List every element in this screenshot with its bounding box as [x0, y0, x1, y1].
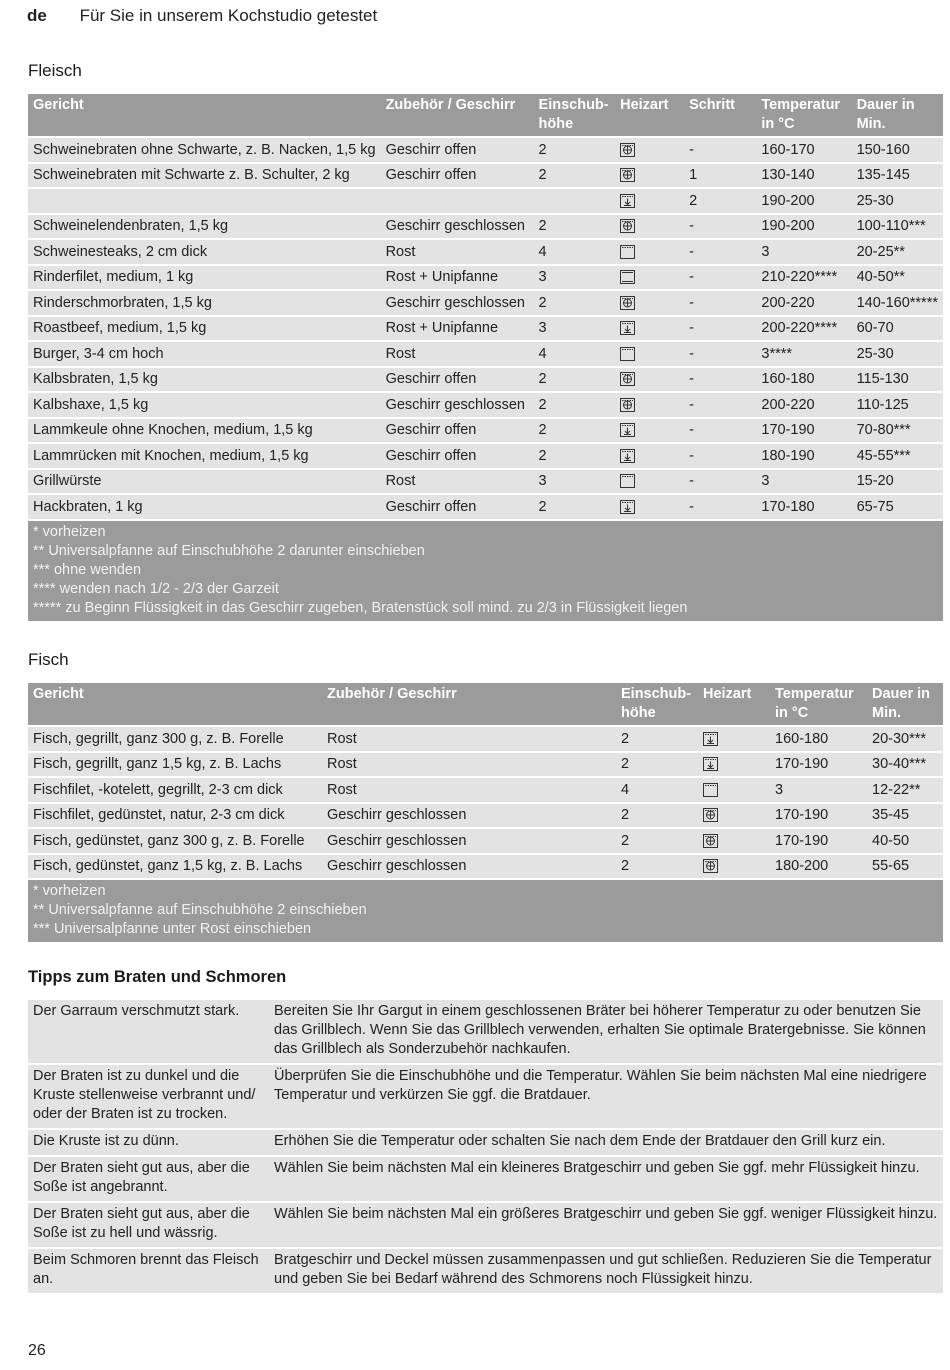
- dish-cell: Kalbshaxe, 1,5 kg: [28, 393, 381, 419]
- duration-cell: 60-70: [852, 317, 943, 343]
- footnotes: [28, 521, 943, 621]
- column-header: Heizart: [698, 683, 770, 727]
- solution-cell: Wählen Sie beim nächsten Mal ein größeres Bratgeschirr und geben Sie ggf. weniger Flüssigkeit hinzu.: [269, 1203, 943, 1249]
- tip-row: [28, 1065, 943, 1130]
- dish-cell: Fisch, gegrillt, ganz 300 g, z. B. Forelle: [28, 727, 322, 753]
- level-cell: 4: [534, 240, 616, 266]
- footnote: ***** zu Beginn Flüssigkeit in das Geschirr zugeben, Bratenstück soll mind. zu 2/3 in Flüssigkeit liegen: [33, 599, 688, 616]
- level-cell: 3: [534, 266, 616, 292]
- heat-type-cell: [615, 342, 684, 368]
- temperature-cell: 170-180: [756, 495, 851, 521]
- heat-type-cell: [615, 291, 684, 317]
- accessory-cell: Geschirr geschlossen: [322, 855, 616, 881]
- column-header: Temperatur in °C: [756, 94, 851, 138]
- step-cell: 2: [684, 189, 756, 215]
- column-header: Dauer in Min.: [867, 683, 943, 727]
- duration-cell: 110-125: [852, 393, 943, 419]
- footnote: ** Universalpfanne auf Einschubhöhe 2 einschieben: [33, 902, 367, 918]
- column-header: Gericht: [28, 683, 322, 727]
- table-row: [28, 291, 943, 317]
- fan-grill-icon: [703, 859, 718, 873]
- tip-row: [28, 1000, 943, 1065]
- table-row: [28, 266, 943, 292]
- table-row: [28, 393, 943, 419]
- problem-cell: Der Braten ist zu dunkel und die Kruste stellenweise verbrannt und/ oder der Braten ist zu trocken.: [28, 1065, 269, 1130]
- footnote: **** wenden nach 1/2 - 2/3 der Garzeit: [33, 580, 279, 597]
- step-cell: -: [684, 138, 756, 164]
- column-header: Heizart: [615, 94, 684, 138]
- tips-heading: Tipps zum Braten und Schmoren: [28, 968, 287, 986]
- step-cell: -: [684, 342, 756, 368]
- level-cell: 2: [534, 291, 616, 317]
- accessory-cell: Geschirr geschlossen: [381, 393, 534, 419]
- step-cell: -: [684, 393, 756, 419]
- temperature-cell: 190-200: [756, 189, 851, 215]
- dish-cell: Grillwürste: [28, 470, 381, 496]
- accessory-cell: Geschirr offen: [381, 495, 534, 521]
- tip-row: [28, 1130, 943, 1157]
- temperature-cell: 130-140: [756, 164, 851, 190]
- temperature-cell: 3****: [756, 342, 851, 368]
- fan-grill-icon: [620, 296, 635, 310]
- dish-cell: Kalbsbraten, 1,5 kg: [28, 368, 381, 394]
- solution-cell: Bratgeschirr und Deckel müssen zusammenpassen und gut schließen. Reduzieren Sie die Temperatur und geben Sie bei Bedarf während des Schmorens noch Flüssigkeit hinzu.: [269, 1249, 943, 1295]
- solution-cell: Erhöhen Sie die Temperatur oder schalten Sie nach dem Ende der Bratdauer den Grill kurz ein.: [269, 1130, 943, 1157]
- dish-cell: Schweinelendenbraten, 1,5 kg: [28, 215, 381, 241]
- level-cell: 2: [616, 804, 698, 830]
- heat-type-cell: [698, 829, 770, 855]
- heat-type-cell: [615, 495, 684, 521]
- temperature-cell: 160-180: [756, 368, 851, 394]
- table-row: [28, 138, 943, 164]
- table-row: [28, 495, 943, 521]
- heat-type-cell: [615, 470, 684, 496]
- problem-cell: Der Garraum verschmutzt stark.: [28, 1000, 269, 1065]
- accessory-cell: Rost: [381, 240, 534, 266]
- fish-heading: Fisch: [28, 650, 69, 669]
- duration-cell: 65-75: [852, 495, 943, 521]
- accessory-cell: Geschirr offen: [381, 444, 534, 470]
- heat-type-cell: [615, 444, 684, 470]
- duration-cell: 35-45: [867, 804, 943, 830]
- accessory-cell: Rost: [322, 727, 616, 753]
- tip-row: [28, 1203, 943, 1249]
- duration-cell: 55-65: [867, 855, 943, 881]
- accessory-cell: Rost + Unipfanne: [381, 317, 534, 343]
- problem-cell: Die Kruste ist zu dünn.: [28, 1130, 269, 1157]
- grill-icon: [620, 245, 635, 259]
- fan-grill-icon: [620, 219, 635, 233]
- table-row: [28, 804, 943, 830]
- dish-cell: Lammkeule ohne Knochen, medium, 1,5 kg: [28, 419, 381, 445]
- tip-row: [28, 1157, 943, 1203]
- heat-type-cell: [615, 368, 684, 394]
- accessory-cell: Geschirr offen: [381, 368, 534, 394]
- heat-type-cell: [615, 419, 684, 445]
- temperature-cell: 170-190: [770, 753, 867, 779]
- temperature-cell: 190-200: [756, 215, 851, 241]
- solution-cell: Überprüfen Sie die Einschubhöhe und die Temperatur. Wählen Sie beim nächsten Mal eine niedrigere Temperatur und verkürzen Sie ggf. die Bratdauer.: [269, 1065, 943, 1130]
- circulating-grill-icon: [703, 732, 718, 746]
- table-row: [28, 215, 943, 241]
- duration-cell: 40-50**: [852, 266, 943, 292]
- duration-cell: 135-145: [852, 164, 943, 190]
- tip-row: [28, 1249, 943, 1295]
- duration-cell: 100-110***: [852, 215, 943, 241]
- table-row: [28, 444, 943, 470]
- circulating-grill-icon: [703, 757, 718, 771]
- heat-type-cell: [615, 266, 684, 292]
- dish-cell: Rinderschmorbraten, 1,5 kg: [28, 291, 381, 317]
- accessory-cell: [381, 189, 534, 215]
- level-cell: 4: [534, 342, 616, 368]
- fish-table: [28, 683, 943, 942]
- level-cell: 2: [616, 727, 698, 753]
- level-cell: 2: [534, 138, 616, 164]
- temperature-cell: 160-180: [770, 727, 867, 753]
- column-header: Dauer in Min.: [852, 94, 943, 138]
- table-row: [28, 164, 943, 190]
- dish-cell: Schweinebraten mit Schwarte z. B. Schulter, 2 kg: [28, 164, 381, 190]
- grill-icon: [703, 783, 718, 797]
- column-header: Einschub-höhe: [534, 94, 616, 138]
- column-header: Gericht: [28, 94, 381, 138]
- heat-type-cell: [615, 164, 684, 190]
- header-title: Für Sie in unserem Kochstudio getestet: [79, 6, 378, 25]
- level-cell: 2: [534, 215, 616, 241]
- accessory-cell: Rost: [381, 342, 534, 368]
- heat-type-cell: [698, 804, 770, 830]
- heat-type-cell: [698, 855, 770, 881]
- temperature-cell: 200-220: [756, 291, 851, 317]
- step-cell: -: [684, 495, 756, 521]
- duration-cell: 115-130: [852, 368, 943, 394]
- temperature-cell: 170-190: [756, 419, 851, 445]
- column-header: Zubehör / Geschirr: [322, 683, 616, 727]
- step-cell: 1: [684, 164, 756, 190]
- dish-cell: Fisch, gedünstet, ganz 300 g, z. B. Forelle: [28, 829, 322, 855]
- level-cell: [534, 189, 616, 215]
- circulating-grill-icon: [620, 423, 635, 437]
- heat-type-cell: [698, 778, 770, 804]
- heat-type-cell: [615, 138, 684, 164]
- table-row: [28, 368, 943, 394]
- dish-cell: Fischfilet, -kotelett, gegrillt, 2-3 cm dick: [28, 778, 322, 804]
- heat-type-cell: [615, 240, 684, 266]
- temperature-cell: 210-220****: [756, 266, 851, 292]
- dish-cell: Schweinesteaks, 2 cm dick: [28, 240, 381, 266]
- temperature-cell: 180-190: [756, 444, 851, 470]
- dish-cell: Rinderfilet, medium, 1 kg: [28, 266, 381, 292]
- meat-heading: Fleisch: [28, 61, 82, 80]
- dish-cell: Hackbraten, 1 kg: [28, 495, 381, 521]
- fan-grill-icon: [703, 808, 718, 822]
- accessory-cell: Geschirr offen: [381, 138, 534, 164]
- table-row: [28, 240, 943, 266]
- heat-type-cell: [698, 727, 770, 753]
- level-cell: 2: [534, 368, 616, 394]
- temperature-cell: 3: [756, 240, 851, 266]
- table-row: [28, 470, 943, 496]
- level-cell: 2: [534, 393, 616, 419]
- temperature-cell: 3: [756, 470, 851, 496]
- duration-cell: 20-25**: [852, 240, 943, 266]
- temperature-cell: 200-220****: [756, 317, 851, 343]
- footnote: * vorheizen: [33, 883, 106, 899]
- dish-cell: Lammrücken mit Knochen, medium, 1,5 kg: [28, 444, 381, 470]
- step-cell: -: [684, 291, 756, 317]
- accessory-cell: Geschirr geschlossen: [322, 829, 616, 855]
- table-row: [28, 727, 943, 753]
- duration-cell: 15-20: [852, 470, 943, 496]
- meat-table: [28, 94, 943, 621]
- duration-cell: 70-80***: [852, 419, 943, 445]
- level-cell: 2: [534, 419, 616, 445]
- circulating-grill-icon: [620, 500, 635, 514]
- accessory-cell: Rost: [381, 470, 534, 496]
- temperature-cell: 160-170: [756, 138, 851, 164]
- column-header: Schritt: [684, 94, 756, 138]
- tips-table: [28, 1000, 943, 1295]
- table-row: [28, 778, 943, 804]
- table-row: [28, 753, 943, 779]
- solution-cell: Bereiten Sie Ihr Gargut in einem geschlossenen Bräter bei höherer Temperatur zu oder benutzen Sie das Grillblech. Wenn Sie das Grillblech verwenden, erhalten Sie optimale Bratergebnisse. Sie können das Grillblech als Sonderzubehör nachkaufen.: [269, 1000, 943, 1065]
- accessory-cell: Geschirr geschlossen: [381, 291, 534, 317]
- table-row: [28, 342, 943, 368]
- duration-cell: 12-22**: [867, 778, 943, 804]
- level-cell: 4: [616, 778, 698, 804]
- page-number: 26: [28, 1342, 46, 1359]
- dish-cell: Roastbeef, medium, 1,5 kg: [28, 317, 381, 343]
- dish-cell: Fisch, gedünstet, ganz 1,5 kg, z. B. Lachs: [28, 855, 322, 881]
- fan-grill-icon: [620, 398, 635, 412]
- step-cell: -: [684, 368, 756, 394]
- level-cell: 2: [534, 495, 616, 521]
- accessory-cell: Geschirr offen: [381, 419, 534, 445]
- fan-grill-icon: [703, 834, 718, 848]
- problem-cell: Der Braten sieht gut aus, aber die Soße ist zu hell und wässrig.: [28, 1203, 269, 1249]
- temperature-cell: 170-190: [770, 829, 867, 855]
- accessory-cell: Geschirr geschlossen: [322, 804, 616, 830]
- step-cell: -: [684, 215, 756, 241]
- table-row: [28, 419, 943, 445]
- column-header: Zubehör / Geschirr: [381, 94, 534, 138]
- dish-cell: Burger, 3-4 cm hoch: [28, 342, 381, 368]
- level-cell: 2: [616, 753, 698, 779]
- column-header: Einschub-höhe: [616, 683, 698, 727]
- duration-cell: 45-55***: [852, 444, 943, 470]
- language-code: de: [27, 6, 47, 25]
- duration-cell: 30-40***: [867, 753, 943, 779]
- temperature-cell: 180-200: [770, 855, 867, 881]
- footnote: *** Universalpfanne unter Rost einschieben: [33, 921, 312, 937]
- circulating-grill-icon: [620, 321, 635, 335]
- dish-cell: Fischfilet, gedünstet, natur, 2-3 cm dick: [28, 804, 322, 830]
- temperature-cell: 170-190: [770, 804, 867, 830]
- level-cell: 3: [534, 317, 616, 343]
- level-cell: 3: [534, 470, 616, 496]
- step-cell: -: [684, 266, 756, 292]
- grill-icon: [620, 474, 635, 488]
- step-cell: -: [684, 419, 756, 445]
- table-row: [28, 317, 943, 343]
- dish-cell: Fisch, gegrillt, ganz 1,5 kg, z. B. Lachs: [28, 753, 322, 779]
- footnote: *** ohne wenden: [33, 561, 142, 578]
- dish-cell: [28, 189, 381, 215]
- step-cell: -: [684, 317, 756, 343]
- accessory-cell: Rost: [322, 778, 616, 804]
- level-cell: 2: [534, 444, 616, 470]
- duration-cell: 25-30: [852, 189, 943, 215]
- heat-type-cell: [615, 215, 684, 241]
- duration-cell: 40-50: [867, 829, 943, 855]
- fan-grill-icon: [620, 372, 635, 386]
- grill-icon: [620, 347, 635, 361]
- fan-grill-icon: [620, 143, 635, 157]
- accessory-cell: Rost + Unipfanne: [381, 266, 534, 292]
- duration-cell: 25-30: [852, 342, 943, 368]
- step-cell: -: [684, 444, 756, 470]
- step-cell: -: [684, 240, 756, 266]
- accessory-cell: Rost: [322, 753, 616, 779]
- column-header: Temperatur in °C: [770, 683, 867, 727]
- footnote: * vorheizen: [33, 523, 106, 540]
- heat-type-cell: [698, 753, 770, 779]
- duration-cell: 150-160: [852, 138, 943, 164]
- accessory-cell: Geschirr offen: [381, 164, 534, 190]
- duration-cell: 140-160*****: [852, 291, 943, 317]
- footnote: ** Universalpfanne auf Einschubhöhe 2 darunter einschieben: [33, 542, 425, 559]
- heat-type-cell: [615, 189, 684, 215]
- temperature-cell: 200-220: [756, 393, 851, 419]
- dish-cell: Schweinebraten ohne Schwarte, z. B. Nacken, 1,5 kg: [28, 138, 381, 164]
- table-row: [28, 189, 943, 215]
- top-bottom-heat-icon: [620, 270, 635, 284]
- level-cell: 2: [534, 164, 616, 190]
- duration-cell: 20-30***: [867, 727, 943, 753]
- table-row: [28, 829, 943, 855]
- accessory-cell: Geschirr geschlossen: [381, 215, 534, 241]
- heat-type-cell: [615, 393, 684, 419]
- circulating-grill-icon: [620, 449, 635, 463]
- solution-cell: Wählen Sie beim nächsten Mal ein kleineres Bratgeschirr und geben Sie ggf. mehr Flüssigkeit hinzu.: [269, 1157, 943, 1203]
- page-header: [27, 6, 377, 26]
- level-cell: 2: [616, 829, 698, 855]
- circulating-grill-icon: [620, 194, 635, 208]
- table-row: [28, 855, 943, 881]
- footnotes: [28, 880, 943, 942]
- problem-cell: Der Braten sieht gut aus, aber die Soße ist angebrannt.: [28, 1157, 269, 1203]
- temperature-cell: 3: [770, 778, 867, 804]
- problem-cell: Beim Schmoren brennt das Fleisch an.: [28, 1249, 269, 1295]
- level-cell: 2: [616, 855, 698, 881]
- heat-type-cell: [615, 317, 684, 343]
- fan-grill-icon: [620, 168, 635, 182]
- step-cell: -: [684, 470, 756, 496]
